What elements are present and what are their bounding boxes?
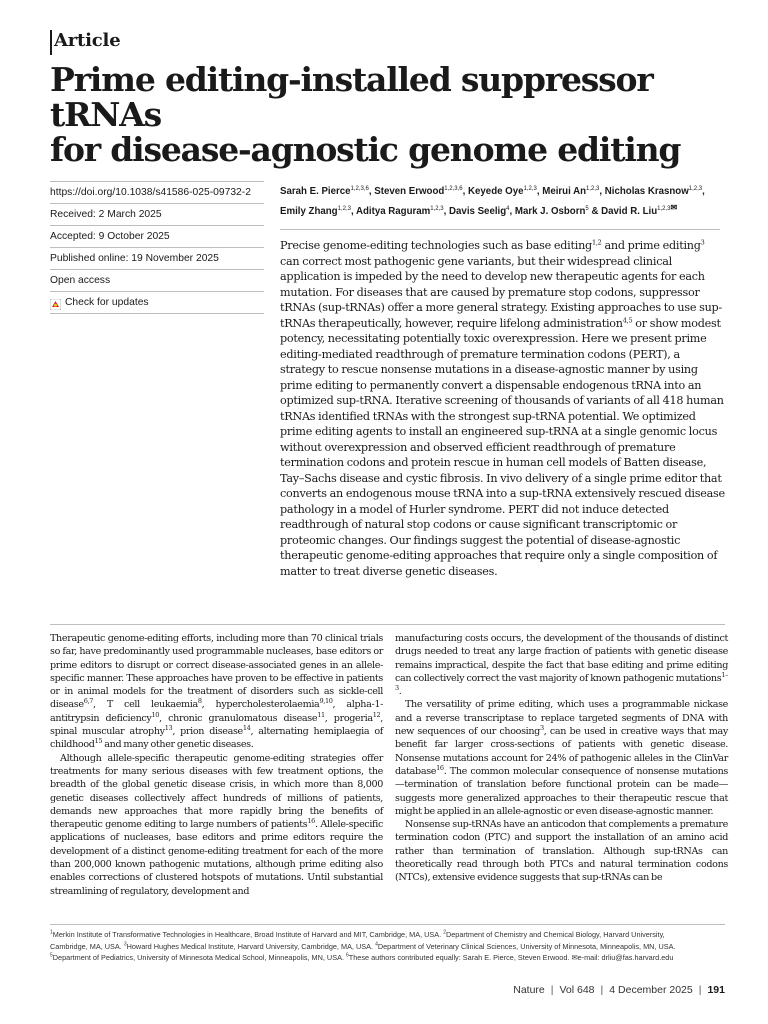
author-name[interactable]: Keyede Oye	[468, 186, 524, 197]
journal-name: Nature	[513, 984, 545, 996]
author-list: Sarah E. Pierce$^{1,2,3,6}$, Steven Erwood$^{1,2,3,6}$, Keyede Oye$^{1,2,3}$, Meirui An$^{1,2,3}$, Nicholas Krasnow$^{1,2,3}$, Emily Zhang$^{1,2,3}$, Aditya Raguram$^{1,2,3}$, Davis Seelig$^4$, Mark J. Osborn$^5$ & David R. Liu$^{1,2,3✉}$	[280, 185, 705, 218]
citation-ref: 14	[242, 723, 251, 732]
check-for-updates-link[interactable]	[50, 292, 264, 314]
affiliation-number: 2	[443, 929, 446, 936]
crossmark-icon	[50, 297, 61, 308]
author-name[interactable]: Mark J. Osborn	[514, 206, 586, 218]
author-affiliation: 1,2,3,6	[350, 185, 369, 192]
article-type-label: Article	[54, 30, 121, 51]
citation-ref: 1,2	[591, 238, 602, 247]
citation-ref: 16	[307, 816, 315, 825]
author-name[interactable]: Emily Zhang	[280, 206, 338, 218]
affiliations-footnotes	[50, 929, 730, 964]
body-paragraph: The versatility of prime editing, which uses a programmable nickase and a reverse transcriptase to replace targeted segments of DNA with new sequences of our choosing$^3$, can be used in creative ways that may benefit far larger cross-sections of patients with genetic disease. Nonsense mutations account for 24% of pathogenic alleles in the ClinVar database$^{16}$. The common molecular consequence of nonsense mutations—termination of translation before functional protein can be made—suggests more generalized approaches to their therapeutic rescue that might be applied in an allele-agnostic or even disease-agnostic manner.	[395, 699, 728, 817]
author-name[interactable]: Davis Seelig	[449, 206, 507, 218]
footnote-divider	[50, 924, 725, 925]
journal-volume: Vol 648	[559, 984, 595, 996]
author-affiliation: 1,2,3,6	[444, 185, 463, 192]
affiliation-number: 4	[375, 941, 378, 948]
body-paragraph: Although allele-specific therapeutic genome-editing strategies offer treatments for many serious diseases with few treatment options, the breadth of the global genetic disease crisis, in which more than 8,000 genetic diseases collectively affect hundreds of millions of patients, demands new approaches that more rapidly bring the benefits of therapeutic genome editing to large numbers of patients$^{16}$. Allele-specific applications of nucleases, base editors and prime editors require the development of a distinct genome-editing treatment for each of the more than 200,000 known pathogenic mutations, although prime editing also enables corrections of clustered hotspots of mutations. Until substantial streamlining of regulatory, development and	[50, 752, 383, 897]
received-date: Received: 2 March 2025	[50, 204, 264, 226]
issue-date: 4 December 2025	[609, 984, 693, 996]
accepted-date: Accepted: 9 October 2025	[50, 226, 264, 248]
footnote-line: $^5$Department of Pediatrics, University of Minnesota Medical School, Minneapolis, MN, USA. $^6$These authors contributed equally: Sarah E. Pierce, Steven Erwood. ✉e-mail: drliu@fas.harvard.edu	[50, 952, 674, 962]
page-number: 191	[707, 984, 725, 996]
author-name[interactable]: Aditya Raguram	[356, 206, 431, 218]
article-title	[50, 62, 730, 167]
body-paragraph: Nonsense sup-tRNAs have an anticodon that complements a premature termination codon (PTC) and support the installation of an amino acid rather than termination of translation. Although sup-tRNAs can theoretically read through both PTCs and natural termination codons (NTCs), extensive evidence suggests that sup-tRNAs can be	[395, 819, 728, 884]
body-column-left	[50, 632, 383, 898]
citation-ref: 15	[94, 737, 103, 746]
author-name[interactable]: Steven Erwood	[374, 186, 445, 197]
citation-ref: 9,10	[319, 697, 333, 706]
author-affiliation: 1,2,3	[586, 185, 600, 192]
title-line-2: for disease-agnostic genome editing	[50, 130, 681, 169]
author-name[interactable]: David R. Liu	[601, 206, 658, 218]
body-column-right	[395, 632, 728, 885]
author-affiliation: 1,2,3	[430, 206, 444, 212]
abstract-divider	[280, 229, 720, 230]
footnote-line: $^1$Merkin Institute of Transformative Technologies in Healthcare, Broad Institute of Harvard and MIT, Cambridge, MA, USA. $^2$Department of Chemistry and Chemical Biology, Harvard University,	[50, 929, 665, 939]
citation-ref: 8	[197, 697, 202, 706]
affiliation-number: 5	[50, 952, 53, 959]
abstract: Precise genome-editing technologies such as base editing$^{1,2}$ and prime editing$^3$ can correct most pathogenic gene variants, but their widespread clinical application is impeded by the need to develop new therapeutic agents for each mutation. For diseases that are caused by premature stop codons, suppressor tRNAs (sup-tRNAs) offer a more general strategy. Existing approaches to use sup-tRNAs therapeutically, however, require lifelong administration$^{4,5}$ or show modest potency, necessitating potentially toxic overexpression. Here we present prime editing-mediated readthrough of premature termination codons (PERT), a strategy to rescue nonsense mutations in a disease-agnostic manner by using prime editing to permanently convert a dispensable endogenous tRNA into an optimized sup-tRNA. Iterative screening of thousands of variants of all 418 human tRNAs identified tRNAs with the strongest sup-tRNA potential. We optimized prime editing agents to install an engineered sup-tRNA at a single genomic locus without overexpression and observed efficient readthrough of premature termination codons and protein rescue in human cell models of Batten disease, Tay–Sachs disease and cystic fibrosis. In vivo delivery of a single prime editor that converts an endogenous mouse tRNA into a sup-tRNA extensively rescued disease pathology in a model of Hurler syndrome. PERT did not induce detected readthrough of natural stop codons or cause significant transcriptomic or proteomic changes. Our findings suggest the potential of disease-agnostic therapeutic genome-editing approaches that require only a single composition of matter to treat diverse genetic diseases.	[280, 238, 725, 578]
published-date: Published online: 19 November 2025	[50, 248, 264, 270]
footer-separator: |	[550, 984, 554, 996]
citation-ref: 11	[317, 710, 325, 719]
author-name[interactable]: Sarah E. Pierce	[280, 186, 351, 197]
footnote-line: Cambridge, MA, USA. $^3$Howard Hughes Medical Institute, Harvard University, Cambridge, MA, USA. $^4$Department of Veterinary Clinical Sciences, University of Minnesota, Minneapolis, MN, USA.	[50, 941, 676, 951]
author-affiliation: 5	[585, 206, 589, 212]
author-affiliation: 4	[506, 206, 510, 212]
footer-separator: |	[698, 984, 702, 996]
author-affiliation: 1,2,3	[657, 206, 671, 212]
citation-ref: 16	[436, 763, 444, 772]
citation-ref: 1–3	[395, 670, 728, 692]
footer-separator: |	[600, 984, 604, 996]
title-line-1: Prime editing-installed suppressor tRNAs	[50, 60, 653, 134]
affiliation-number: 3	[123, 941, 127, 948]
citation-ref: 6,7	[83, 697, 93, 706]
author-name[interactable]: Meirui An	[542, 186, 587, 197]
author-affiliation: 1,2,3	[523, 185, 537, 192]
affiliation-number: 1	[50, 929, 53, 936]
doi-link[interactable]: https://doi.org/10.1038/s41586-025-09732-2	[50, 181, 264, 204]
open-access-label: Open access	[50, 270, 264, 292]
article-metadata	[50, 181, 264, 314]
citation-ref: 13	[164, 723, 173, 732]
author-name[interactable]: Nicholas Krasnow	[604, 186, 689, 197]
citation-ref: 4,5	[622, 315, 633, 324]
author-affiliation: 1,2,3	[688, 185, 703, 192]
page-footer	[513, 984, 725, 996]
author-affiliation: 1,2,3	[337, 206, 351, 212]
affiliation-number: 6	[346, 952, 349, 959]
body-paragraph: Therapeutic genome-editing efforts, including more than 70 clinical trials so far, have predominantly used programmable nucleases, base editors or prime editors to disrupt or correct disease-associated genes in an allele-specific manner. These approaches have proven to be effective in patients or in animal models for the treatment of disorders such as sickle-cell disease$^{6,7}$, T cell leukaemia$^8$, hypercholesterolaemia$^{9,10}$, alpha-1-antitrypsin deficiency$^{10}$, chronic granulomatous disease$^{11}$, progeria$^{12}$, spinal muscular atrophy$^{13}$, prion disease$^{14}$, alternating hemiplaegia of childhood$^{15}$ and many other genetic diseases.	[50, 633, 383, 751]
email-icon[interactable]: ✉	[670, 203, 678, 212]
citation-ref: 12	[372, 710, 381, 719]
citation-ref: 3	[700, 238, 705, 247]
check-for-updates-label: Check for updates	[65, 297, 149, 308]
citation-ref: 10	[151, 710, 160, 719]
body-paragraph: manufacturing costs occurs, the development of the thousands of distinct drugs needed to treat any large fraction of patients with genetic disease remains impractical, despite the fact that base editing and prime editing can collectively correct the vast majority of known pathogenic mutations$^{1-3}$.	[395, 633, 728, 698]
citation-ref: 3	[539, 723, 544, 732]
body-divider	[50, 624, 725, 625]
